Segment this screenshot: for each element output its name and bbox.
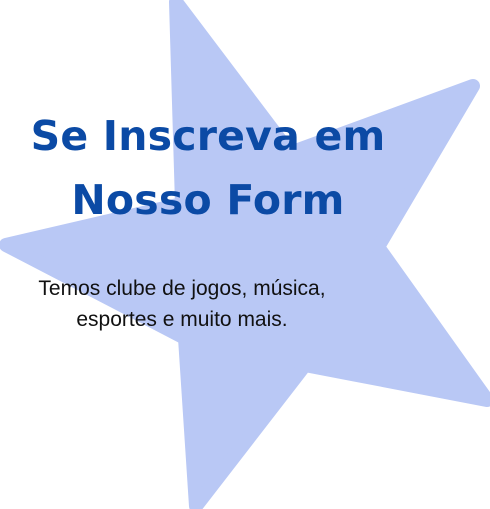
- description-line-1: Temos clube de jogos, música,: [38, 277, 326, 300]
- description-line-2: esportes e muito mais.: [76, 308, 288, 331]
- title-line-2: Nosso Form: [71, 176, 345, 224]
- title-line-1: Se Inscreva em: [30, 112, 386, 160]
- description-text: [0, 273, 364, 335]
- star-shape: [6, 2, 487, 506]
- page-title: [0, 104, 416, 232]
